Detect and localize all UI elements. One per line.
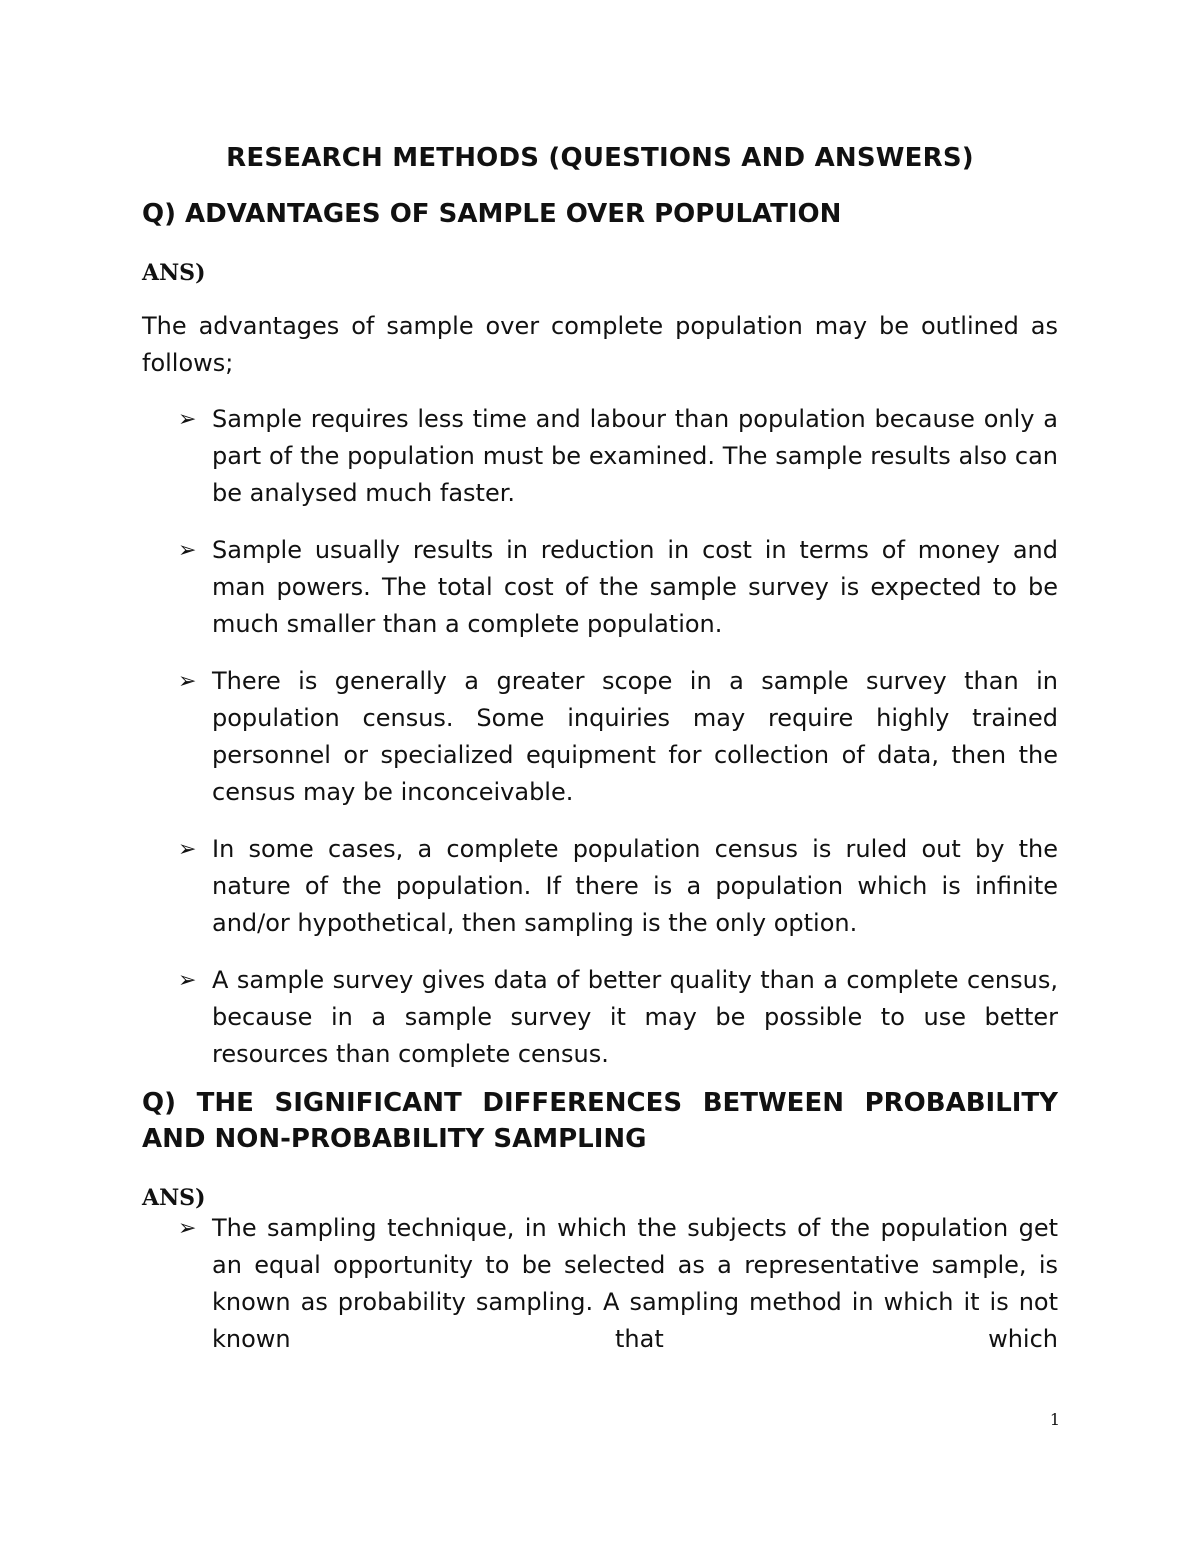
arrowhead-bullet-icon: ➢ bbox=[178, 538, 197, 563]
bullet-text: A sample survey gives data of better quality than a complete census, because in a sample survey it may be possible to use better resources than complete census. bbox=[212, 966, 1058, 1068]
list-item bbox=[142, 532, 1058, 643]
answer-2-bullet-list bbox=[142, 1210, 1058, 1378]
arrowhead-bullet-icon: ➢ bbox=[178, 1216, 197, 1241]
answer-2-label: ANS) bbox=[142, 1185, 206, 1211]
answer-1-bullet-list bbox=[142, 401, 1058, 1093]
bullet-text: The sampling technique, in which the subjects of the population get an equal opportunity to be selected as a representative sample, is known as probability sampling. A sampling method in which it is not known that which bbox=[212, 1214, 1058, 1353]
arrowhead-bullet-icon: ➢ bbox=[178, 968, 197, 993]
answer-1-label: ANS) bbox=[142, 260, 206, 286]
arrowhead-bullet-icon: ➢ bbox=[178, 407, 197, 432]
question-2-heading: Q) THE SIGNIFICANT DIFFERENCES BETWEEN PROBABILITY AND NON-PROBABILITY SAMPLING bbox=[142, 1088, 1058, 1154]
list-item bbox=[142, 831, 1058, 942]
arrowhead-bullet-icon: ➢ bbox=[178, 837, 197, 862]
page-number: 1 bbox=[1049, 1410, 1060, 1429]
bullet-text: There is generally a greater scope in a sample survey than in population census. Some inquiries may require highly trained personnel or specialized equipment for collection of data, then the census may be inconceivable. bbox=[212, 667, 1058, 806]
list-item bbox=[142, 1210, 1058, 1358]
list-item bbox=[142, 401, 1058, 512]
answer-1-intro: The advantages of sample over complete population may be outlined as follows; bbox=[142, 312, 1058, 377]
list-item bbox=[142, 962, 1058, 1073]
bullet-text: Sample requires less time and labour than population because only a part of the population must be examined. The sample results also can be analysed much faster. bbox=[212, 405, 1058, 507]
list-item bbox=[142, 663, 1058, 811]
question-1-heading: Q) ADVANTAGES OF SAMPLE OVER POPULATION bbox=[142, 199, 842, 229]
bullet-text: Sample usually results in reduction in cost in terms of money and man powers. The total cost of the sample survey is expected to be much smaller than a complete population. bbox=[212, 536, 1058, 638]
arrowhead-bullet-icon: ➢ bbox=[178, 669, 197, 694]
document-title: RESEARCH METHODS (QUESTIONS AND ANSWERS) bbox=[226, 143, 974, 173]
bullet-text: In some cases, a complete population census is ruled out by the nature of the population. If there is a population which is infinite and/or hypothetical, then sampling is the only option. bbox=[212, 835, 1058, 937]
